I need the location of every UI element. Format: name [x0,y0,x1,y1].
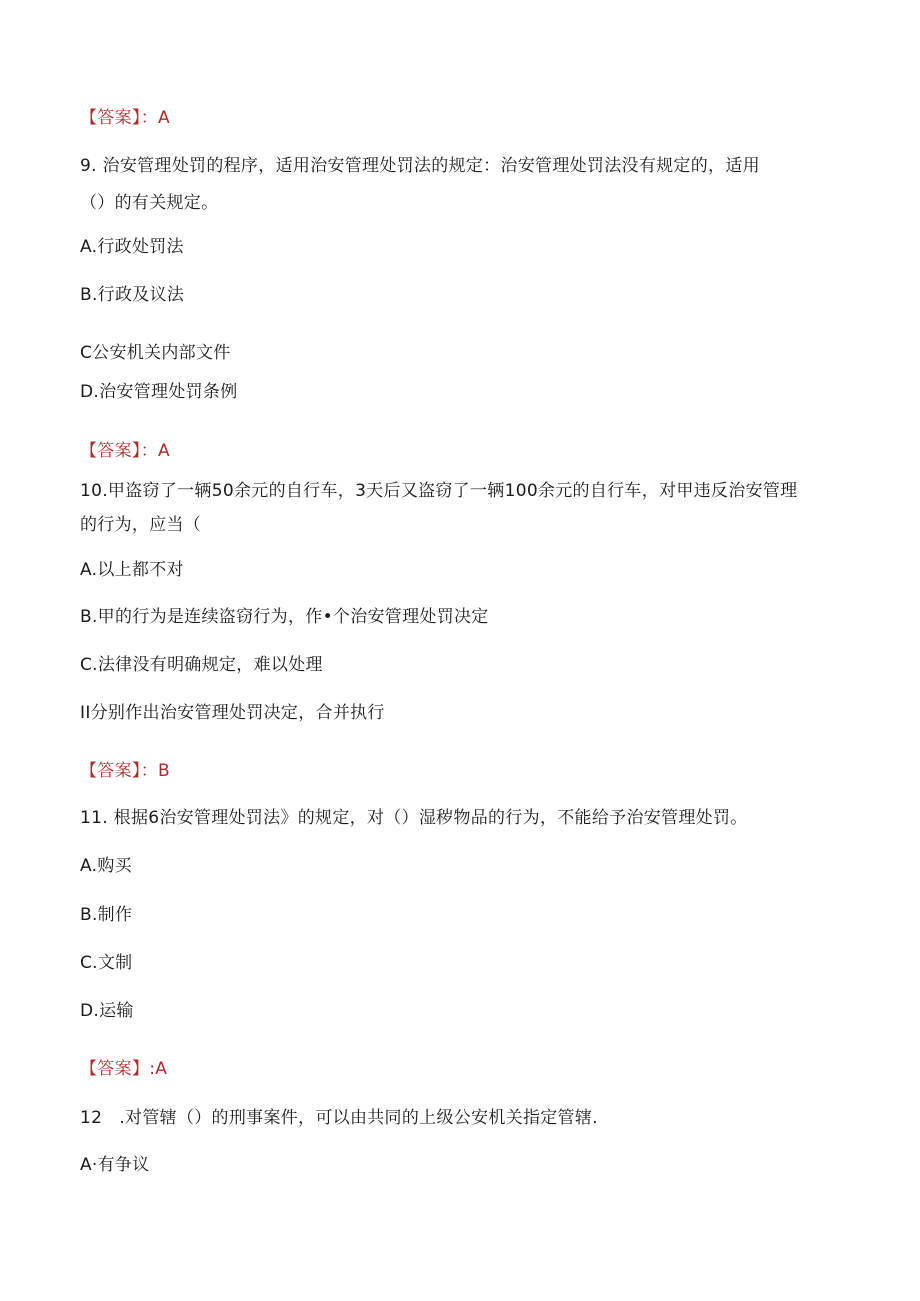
question-10-stem-line-1: 10.甲盗窃了一辆50余元的自行车，3天后又盗窃了一辆100余元的自行车，对甲违反治安管理 [80,481,798,501]
answer-line-11: 【答案】:A [80,1059,168,1079]
question-9-stem-line-2: （）的有关规定。 [80,193,219,213]
question-10-option-c: C.法律没有明确规定，难以处理 [80,655,323,675]
question-11-stem-line-1: 11. 根据6治安管理处罚法》的规定，对（）湿秽物品的行为，不能给予治安管理处罚。 [80,808,748,828]
question-11-option-d: D.运输 [80,1001,134,1021]
question-11-option-a: A.购买 [80,856,132,876]
question-12-stem-line-1: 12 .对管辖（）的刑事案件，可以由共同的上级公安机关指定管辖. [80,1108,598,1128]
question-10-option-d: II分别作出治安管理处罚决定，合并执行 [80,703,385,723]
question-9-option-c: C公安机关内部文件 [80,343,231,363]
question-11-option-c: C.文制 [80,953,133,973]
question-9-option-a: A.行政处罚法 [80,237,184,257]
question-9-option-b: B.行政及议法 [80,285,185,305]
answer-line-9: 【答案】：A [80,441,170,461]
answer-line-10: 【答案】：B [80,761,170,781]
question-11-option-b: B.制作 [80,905,133,925]
question-10-option-a: A.以上都不对 [80,560,184,580]
question-9-stem-line-1: 9. 治安管理处罚的程序，适用治安管理处罚法的规定：治安管理处罚法没有规定的，适用 [80,156,760,176]
question-9-option-d: D.治安管理处罚条例 [80,382,238,402]
question-10-option-b: B.甲的行为是连续盗窃行为，作•个治安管理处罚决定 [80,607,489,627]
answer-line-8: 【答案】：A [80,108,170,128]
question-10-stem-line-2: 的行为，应当（ [80,515,202,535]
question-12-option-a: A·有争议 [80,1155,150,1175]
